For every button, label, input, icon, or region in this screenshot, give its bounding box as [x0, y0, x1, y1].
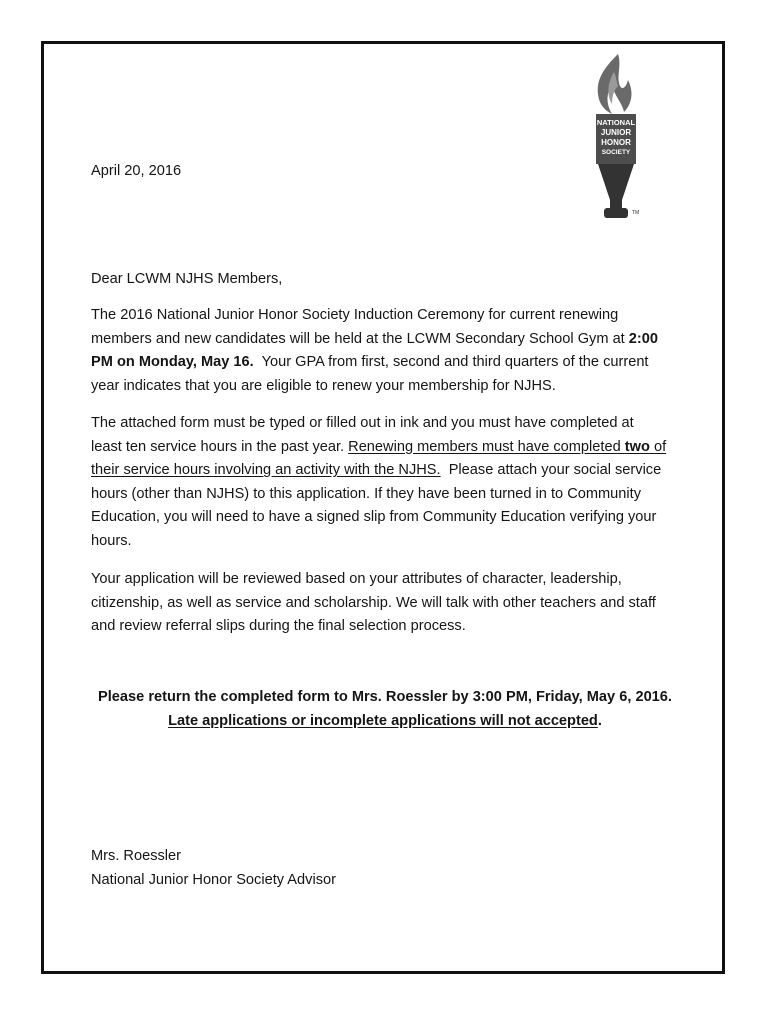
renewing-requirement-underlined: Renewing members must have completed two of	[348, 438, 667, 455]
para2-line2	[91, 436, 691, 460]
para1-line2-text: members and new candidates will be held at the LCWM Secondary School Gym at	[91, 330, 629, 347]
paragraph-form-requirements	[91, 412, 691, 554]
para2-line2-text: least ten service hours in the past year.	[91, 438, 349, 455]
para3-line2: citizenship, as well as service and scholarship. We will talk with other teachers and staff	[91, 594, 656, 611]
logo-text-national: NATIONAL	[596, 118, 636, 127]
para2-line4: hours (other than NJHS) to this application. If they have been turned in to Community	[91, 485, 641, 502]
logo-trademark: TM	[632, 210, 640, 216]
letter-greeting: Dear LCWM NJHS Members,	[91, 271, 283, 287]
notice-line1: Please return the completed form to Mrs. Roessler by 3:00 PM, Friday, May 6, 2016.	[98, 689, 672, 705]
paragraph-ceremony	[91, 304, 691, 398]
return-deadline-notice	[60, 686, 710, 733]
paragraph-review-process	[91, 568, 691, 639]
para1-line2	[91, 328, 691, 352]
two-hours-bold: two	[624, 438, 650, 455]
logo-text-honor: HONOR	[601, 138, 631, 147]
signer-name: Mrs. Roessler	[91, 848, 182, 864]
para2-line3-text: Please attach your social service	[440, 462, 662, 479]
signature-block	[91, 845, 336, 892]
njhs-activity-underlined: their service hours involving an activity with the NJHS.	[91, 462, 441, 479]
notice-line2: Late applications or incomplete applications will not accepted.	[168, 712, 602, 729]
para1-line3	[91, 351, 691, 375]
late-applications-warning: Late applications or incomplete applications will not accepted	[168, 712, 598, 729]
para2-line1: The attached form must be typed or filled out in ink and you must have completed at	[91, 415, 634, 431]
letter-date: April 20, 2016	[91, 163, 182, 179]
torch-base	[604, 208, 628, 218]
logo-text-junior: JUNIOR	[600, 128, 632, 137]
signer-title: National Junior Honor Society Advisor	[91, 871, 336, 888]
torch-handle-shaft	[610, 200, 622, 208]
para1-line3-text: Your GPA from first, second and third quarters of the current	[253, 354, 649, 371]
para3-line1: Your application will be reviewed based on your attributes of character, leadership,	[91, 571, 622, 587]
para2-line5: Education, you will need to have a signed slip from Community Education verifying your	[91, 509, 657, 526]
njhs-torch-logo	[588, 52, 644, 230]
logo-text-society: SOCIETY	[601, 149, 631, 156]
para3-line3: and review referral slips during the final selection process.	[91, 618, 466, 635]
para1-line4: year indicates that you are eligible to renew your membership for NJHS.	[91, 377, 556, 394]
ceremony-time-bold: 2:00	[628, 330, 659, 347]
para1-line1: The 2016 National Junior Honor Society Induction Ceremony for current renewing	[91, 307, 619, 323]
para2-line3	[91, 459, 691, 483]
para2-line6: hours.	[91, 532, 132, 549]
ceremony-date-bold: PM on Monday, May 16.	[91, 354, 254, 371]
torch-handle	[598, 164, 634, 200]
